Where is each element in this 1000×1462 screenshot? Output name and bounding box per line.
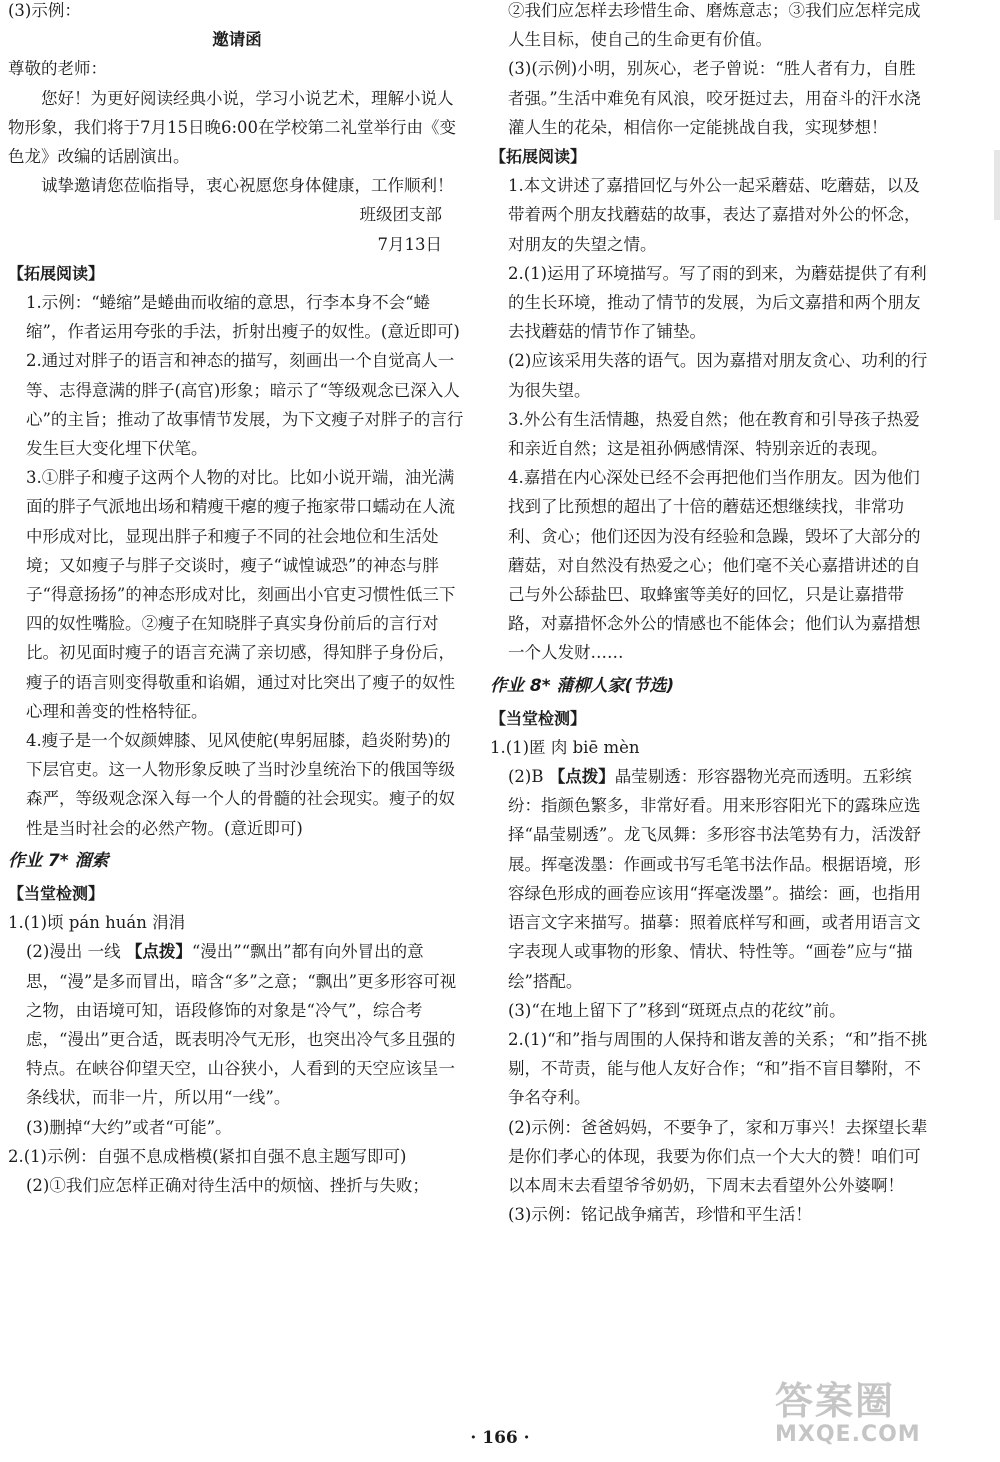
section-header: 【拓展阅读】 — [490, 147, 587, 167]
answer-item: 3.外公有生活情趣，热爱自然；他在教育和引导孩子热爱和亲近自然；这是祖孙俩感情深、特别亲近的表现。 — [508, 409, 920, 459]
answer-text: (2)B — [508, 767, 549, 787]
page-number: · 166 · — [470, 1428, 530, 1448]
watermark-url: MXQE.COM — [775, 1422, 921, 1447]
paragraph: 尊敬的老师： — [8, 59, 107, 79]
answer-item: (3)删掉“大约”或者“可能”。 — [26, 1117, 232, 1137]
section-header: 【当堂检测】 — [490, 708, 587, 728]
answer-item: 4.嘉措在内心深处已经不会再把他们当作朋友。因为他们找到了比预想的超出了十倍的蘑菇还想继续找，非常功利、贪心；他们还因为没有经验和急躁，毁坏了大部分的蘑菇，对自然没有热爱之心；他们毫不关心嘉措讲述的自己与外公舔盐巴、取蜂蜜等美好的回忆，只是让嘉措带路，对嘉措怀念外公的情感也不能体会；他们认为嘉措想一个人发财…… — [508, 468, 921, 663]
signature: 班级团支部 — [359, 205, 442, 225]
answer-item: 4.瘦子是一个奴颜婢膝、见风使舵(卑躬屈膝，趋炎附势)的下层官吏。这一人物形象反映了当时沙皇统治下的俄国等级森严，等级观念深入每一个人的骨髓的社会现实。瘦子的奴性是当时社会的必然产物。(意近即可) — [26, 731, 455, 838]
answer-item: 3.①胖子和瘦子这两个人物的对比。比如小说开端，油光满面的胖子气派地出场和精瘦干瘪的瘦子拖家带口蠕动在人流中形成对比，显现出胖子和瘦子不同的社会地位和生活处境；又如瘦子与胖子交谈时，瘦子“诚惶诚恐”的神态与胖子“得意扬扬”的神态形成对比，刻画出小官吏习惯性低三下四的奴性嘴脸。②瘦子在知晓胖子真实身份前后的言行对比。初见面时瘦子的语言充满了亲切感，得知胖子身份后，瘦子的语言则变得敬重和谄媚，通过对比突出了瘦子的奴性心理和善变的性格特征。 — [26, 468, 456, 721]
answer-text: 晶莹剔透：形容器物光亮而透明。五彩缤纷：指颜色繁多，非常好看。用来形容阳光下的露珠应选择“晶莹剔透”。龙飞凤舞：多形容书法笔势有力，活泼舒展。挥毫泼墨：作画或书写毛笔书法作品。根据语境，形容绿色形成的画卷应该用“挥毫泼墨”。描绘：画，也指用语言文字来描写。描摹：照着底样写和画，或者用语言文字表现人或事物的形象、情状、特性等。“画卷”应与“描绘”搭配。 — [508, 767, 921, 991]
answer-item — [490, 762, 930, 996]
invitation-title: 邀请函 — [212, 30, 262, 50]
paragraph: 诚挚邀请您莅临指导，衷心祝愿您身体健康，工作顺利！ — [41, 176, 454, 196]
homework-title: 作业 8* 蒲柳人家(节选) — [490, 675, 675, 696]
hint-label: 【点拨】 — [125, 942, 192, 962]
answer-text: “漫出”“飘出”都有向外冒出的意思，“漫”是多而冒出，暗含“多”之意；“飘出”更多形容可视之物，由语境可知，语段修饰的对象是“冷气”，综合考虑，“漫出”更合适，既表明冷气无形，也突出冷气多且强的特点。在峡谷仰望天空，山谷狭小，人看到的天空应该呈一条线状，而非一片，所以用“一线”。 — [26, 942, 457, 1108]
date: 7月13日 — [377, 234, 442, 254]
answer-item: 2.(1)运用了环境描写。写了雨的到来，为蘑菇提供了有利的生长环境，推动了情节的发展，为后文嘉措和两个朋友去找蘑菇的情节作了铺垫。 — [508, 263, 927, 342]
left-column — [8, 0, 466, 1200]
page-edge-shadow — [994, 150, 1000, 220]
answer-item: 2.通过对胖子的语言和神态的描写，刻画出一个自觉高人一等、志得意满的胖子(高官)形象；暗示了“等级观念已深入人心”的主旨；推动了故事情节发展，为下文瘦子对胖子的言行发生巨大变化埋下伏笔。 — [26, 351, 464, 459]
answer-item: 2.(1)示例：自强不息成楷模(紧扣自强不息主题写即可) — [8, 1146, 407, 1166]
answer-item: 2.(1)“和”指与周围的人保持和谐友善的关系；“和”指不挑剔，不苛责，能与他人友好合作；“和”指不盲目攀附，不争名夺利。 — [508, 1029, 928, 1108]
answer-item — [8, 937, 466, 1112]
answer-item: 1.示例：“蜷缩”是蜷曲而收缩的意思，行李本身不会“蜷缩”，作者运用夸张的手法，折射出瘦子的奴性。(意近即可) — [26, 293, 460, 342]
answer-text: (2)漫出 一线 — [26, 942, 126, 962]
paragraph: (3)示例： — [8, 1, 81, 20]
answer-item: (3)(示例)小明，别灰心，老子曾说：“胜人者有力，自胜者强。”生活中难免有风浪，咬牙挺过去，用奋斗的汗水浇灌人生的花朵，相信你一定能挑战自我，实现梦想！ — [508, 59, 921, 137]
answer-item: (2)应该采用失落的语气。因为嘉措对朋友贪心、功利的行为很失望。 — [508, 351, 928, 400]
watermark-text: 答案圈 — [775, 1379, 896, 1423]
answer-item: (2)示例：爸爸妈妈，不要争了，家和万事兴！去探望长辈是你们孝心的体现，我要为你们点一个大大的赞！咱们可以本周末去看望爷爷奶奶，下周末去看望外公外婆啊！ — [508, 1117, 928, 1195]
watermark-logo — [775, 1380, 990, 1455]
answer-item: 1.(1)匿 肉 biē mèn — [490, 737, 640, 757]
answer-item: (3)示例：铭记战争痛苦，珍惜和平生活！ — [508, 1205, 812, 1225]
answer-item: ②我们应怎样去珍惜生命、磨炼意志；③我们应怎样完成人生目标，使自己的生命更有价值。 — [508, 1, 921, 50]
answer-item: 1.本文讲述了嘉措回忆与外公一起采蘑菇、吃蘑菇，以及带着两个朋友找蘑菇的故事，表达了嘉措对外公的怀念，对朋友的失望之情。 — [508, 176, 921, 254]
homework-title: 作业 7* 溜索 — [8, 850, 109, 871]
section-header: 【拓展阅读】 — [8, 263, 105, 283]
answer-item: (3)“在地上留下了”移到“斑斑点点的花纹”前。 — [508, 1000, 846, 1020]
answer-item: (2)①我们应怎样正确对待生活中的烦恼、挫折与失败； — [26, 1175, 429, 1195]
paragraph: 您好！为更好阅读经典小说，学习小说艺术，理解小说人物形象，我们将于7月15日晚6:00在学校第二礼堂举行由《变色龙》改编的话剧演出。 — [8, 88, 457, 167]
answer-item: 1.(1)顷 pán huán 涓涓 — [8, 913, 186, 933]
section-header: 【当堂检测】 — [8, 883, 105, 903]
hint-label: 【点拨】 — [548, 767, 615, 787]
right-column — [490, 0, 930, 1229]
